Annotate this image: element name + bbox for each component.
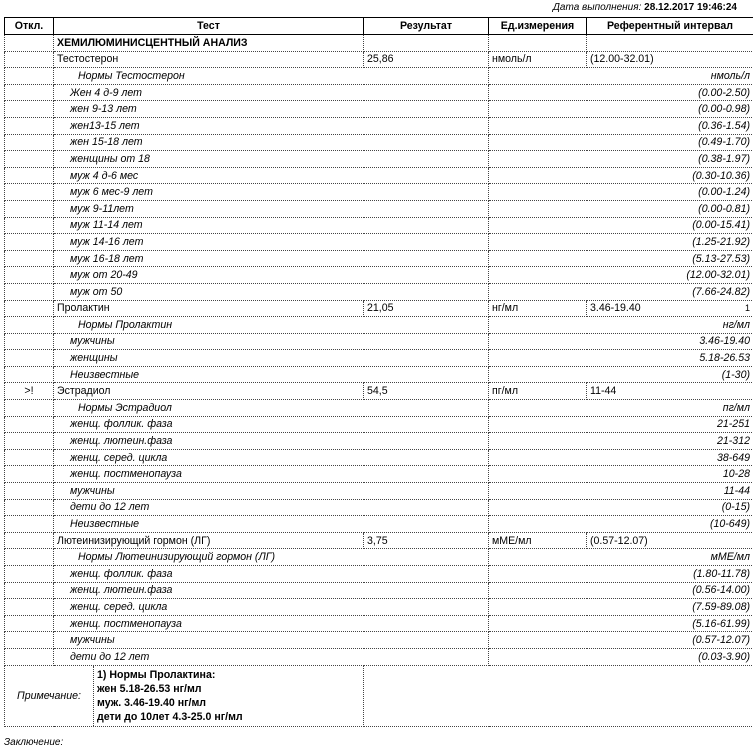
- norm-row: [5, 217, 753, 234]
- test-unit: нг/мл: [489, 300, 587, 317]
- results-table: [4, 17, 753, 727]
- norm-row: [5, 267, 753, 284]
- empty-cell: [5, 283, 54, 300]
- empty-cell: [5, 267, 54, 284]
- norm-value: 11-44: [489, 483, 753, 500]
- note-text: [93, 666, 363, 726]
- norm-label: женщ. постменопауза: [54, 466, 489, 483]
- col-reference: Референтный интервал: [587, 18, 753, 35]
- note-line: жен 5.18-26.53 нг/мл: [97, 682, 202, 695]
- norm-value: (1-30): [489, 366, 753, 383]
- empty-cell: [5, 101, 54, 118]
- norm-label: Неизвестные: [54, 366, 489, 383]
- norm-row: [5, 84, 753, 101]
- empty-cell: [5, 582, 54, 599]
- norm-row: [5, 449, 753, 466]
- empty-cell: [5, 68, 54, 85]
- test-row: [5, 51, 753, 68]
- norm-label: муж 9-11лет: [54, 200, 489, 217]
- execution-date: [553, 2, 737, 13]
- norm-value: (0.00-2.50): [489, 84, 753, 101]
- empty-cell: [5, 333, 54, 350]
- norm-label: Жен 4 д-9 лет: [54, 84, 489, 101]
- norms-unit: нг/мл: [489, 317, 753, 334]
- test-reference: [587, 383, 753, 400]
- norm-value: (5.13-27.53): [489, 250, 753, 267]
- empty-cell: [5, 499, 54, 516]
- note-label: Примечание:: [17, 689, 81, 702]
- norms-unit: мМЕ/мл: [489, 549, 753, 566]
- norm-row: [5, 234, 753, 251]
- norm-label: женщ. серед. цикла: [54, 599, 489, 616]
- date-value: 28.12.2017 19:46:24: [644, 2, 737, 13]
- empty-cell: [5, 366, 54, 383]
- empty-cell: [5, 117, 54, 134]
- norms-title: Нормы Лютеинизирующий гормон (ЛГ): [54, 549, 489, 566]
- norm-value: (0.56-14.00): [489, 582, 753, 599]
- norm-row: [5, 632, 753, 649]
- empty-cell: [5, 250, 54, 267]
- norm-row: [5, 167, 753, 184]
- norms-unit: пг/мл: [489, 400, 753, 417]
- norm-label: женщ. постменопауза: [54, 615, 489, 632]
- norm-value: (0.36-1.54): [489, 117, 753, 134]
- date-label: Дата выполнения:: [552, 2, 642, 13]
- reference-interval: 11-44: [590, 385, 617, 398]
- empty-cell: [5, 217, 54, 234]
- test-reference: [587, 532, 753, 549]
- norm-row: [5, 483, 753, 500]
- deviation-flag: >!: [5, 383, 54, 400]
- norm-value: (5.16-61.99): [489, 615, 753, 632]
- norm-value: (10-649): [489, 516, 753, 533]
- empty-cell: [5, 200, 54, 217]
- norm-label: мужчины: [54, 333, 489, 350]
- empty-cell: [5, 134, 54, 151]
- empty-cell: [5, 516, 54, 533]
- empty-cell: [5, 84, 54, 101]
- test-result: 3,75: [364, 532, 489, 549]
- note-line: дети до 10лет 4.3-25.0 нг/мл: [97, 710, 243, 723]
- norm-value: (7.66-24.82): [489, 283, 753, 300]
- empty-cell: [5, 234, 54, 251]
- norm-label: дети до 12 лет: [54, 499, 489, 516]
- norm-label: дети до 12 лет: [54, 648, 489, 665]
- test-unit: мМЕ/мл: [489, 532, 587, 549]
- norm-value: 21-251: [489, 416, 753, 433]
- norm-value: 38-649: [489, 449, 753, 466]
- conclusion-label: Заключение:: [4, 737, 64, 748]
- norm-label: мужчины: [54, 483, 489, 500]
- test-row: [5, 300, 753, 317]
- deviation-flag: [5, 532, 54, 549]
- norm-value: (1.25-21.92): [489, 234, 753, 251]
- test-row: [5, 383, 753, 400]
- table-header-row: [5, 18, 753, 35]
- norm-row: [5, 250, 753, 267]
- norm-value: (0.30-10.36): [489, 167, 753, 184]
- norms-unit: нмоль/л: [489, 68, 753, 85]
- empty-cell: [5, 549, 54, 566]
- norm-value: (0.00-0.81): [489, 200, 753, 217]
- norm-value: (0.03-3.90): [489, 648, 753, 665]
- norm-value: 21-312: [489, 433, 753, 450]
- norm-row: [5, 184, 753, 201]
- norm-value: (1.80-11.78): [489, 566, 753, 583]
- norms-title: Нормы Тестостерон: [54, 68, 489, 85]
- norm-row: [5, 648, 753, 665]
- norms-header-row: [5, 317, 753, 334]
- test-result: 25,86: [364, 51, 489, 68]
- empty-cell: [5, 648, 54, 665]
- norm-row: [5, 416, 753, 433]
- norm-label: муж 16-18 лет: [54, 250, 489, 267]
- norm-row: [5, 599, 753, 616]
- norms-header-row: [5, 549, 753, 566]
- norm-row: [5, 134, 753, 151]
- norm-row: [5, 350, 753, 367]
- norm-label: женщ. серед. цикла: [54, 449, 489, 466]
- empty-cell: [5, 433, 54, 450]
- norm-label: жен 9-13 лет: [54, 101, 489, 118]
- test-unit: пг/мл: [489, 383, 587, 400]
- norm-row: [5, 499, 753, 516]
- reference-interval: (12.00-32.01): [590, 53, 654, 66]
- norm-label: женщ. фоллик. фаза: [54, 416, 489, 433]
- norm-value: (0.57-12.07): [489, 632, 753, 649]
- empty-cell: [5, 167, 54, 184]
- norm-row: [5, 101, 753, 118]
- norm-value: (7.59-89.08): [489, 599, 753, 616]
- norm-label: муж 11-14 лет: [54, 217, 489, 234]
- norms-title: Нормы Эстрадиол: [54, 400, 489, 417]
- empty-cell: [5, 416, 54, 433]
- norm-value: (12.00-32.01): [489, 267, 753, 284]
- note-line: муж. 3.46-19.40 нг/мл: [97, 696, 207, 709]
- empty-cell: [5, 615, 54, 632]
- empty-cell: [5, 566, 54, 583]
- col-test: Тест: [54, 18, 364, 35]
- note-body: [5, 665, 753, 726]
- section-title: ХЕМИЛЮМИНИСЦЕНТНЫЙ АНАЛИЗ: [54, 35, 364, 52]
- norm-row: [5, 283, 753, 300]
- norm-label: муж от 20-49: [54, 267, 489, 284]
- norm-label: женщины: [54, 350, 489, 367]
- empty-cell: [5, 350, 54, 367]
- norm-row: [5, 151, 753, 168]
- deviation-flag: [5, 51, 54, 68]
- norm-label: женщ. лютеин.фаза: [54, 582, 489, 599]
- empty-cell: [5, 449, 54, 466]
- norm-label: женщ. лютеин.фаза: [54, 433, 489, 450]
- norm-row: [5, 200, 753, 217]
- norm-row: [5, 566, 753, 583]
- test-unit: нмоль/л: [489, 51, 587, 68]
- norm-label: муж 6 мес-9 лет: [54, 184, 489, 201]
- norm-value: (0.00-15.41): [489, 217, 753, 234]
- norm-label: мужчины: [54, 632, 489, 649]
- norm-label: жен 15-18 лет: [54, 134, 489, 151]
- norm-label: муж 14-16 лет: [54, 234, 489, 251]
- deviation-flag: [5, 300, 54, 317]
- test-row: [5, 532, 753, 549]
- test-name: Тестостерон: [54, 51, 364, 68]
- test-result: 54,5: [364, 383, 489, 400]
- norm-value: (0.00-1.24): [489, 184, 753, 201]
- norm-row: [5, 466, 753, 483]
- norm-value: (0.38-1.97): [489, 151, 753, 168]
- norm-row: [5, 615, 753, 632]
- section-row: [5, 35, 753, 52]
- norm-label: жен13-15 лет: [54, 117, 489, 134]
- norm-row: [5, 516, 753, 533]
- norm-value: (0-15): [489, 499, 753, 516]
- empty-cell: [5, 632, 54, 649]
- note-row: [5, 665, 753, 726]
- col-deviation: Откл.: [5, 18, 54, 35]
- test-name: Пролактин: [54, 300, 364, 317]
- norm-label: муж 4 д-6 мес: [54, 167, 489, 184]
- empty-cell: [5, 483, 54, 500]
- empty-cell: [5, 317, 54, 334]
- reference-footnote: 1: [744, 303, 750, 314]
- norms-header-row: [5, 68, 753, 85]
- note-line: 1) Нормы Пролактина:: [97, 668, 216, 681]
- reference-interval: 3.46-19.40: [590, 302, 641, 315]
- empty-cell: [5, 151, 54, 168]
- test-name: Лютеинизирующий гормон (ЛГ): [54, 532, 364, 549]
- col-result: Результат: [364, 18, 489, 35]
- norms-title: Нормы Пролактин: [54, 317, 489, 334]
- norm-row: [5, 117, 753, 134]
- norm-label: женщины от 18: [54, 151, 489, 168]
- norms-header-row: [5, 400, 753, 417]
- empty-cell: [5, 400, 54, 417]
- norm-row: [5, 582, 753, 599]
- results-body: [5, 35, 753, 666]
- norm-value: 10-28: [489, 466, 753, 483]
- norm-label: женщ. фоллик. фаза: [54, 566, 489, 583]
- test-reference: [587, 300, 753, 317]
- empty-cell: [5, 184, 54, 201]
- empty-cell: [5, 466, 54, 483]
- reference-interval: (0.57-12.07): [590, 534, 648, 547]
- norm-value: (0.49-1.70): [489, 134, 753, 151]
- norm-value: 3.46-19.40: [489, 333, 753, 350]
- norm-value: (0.00-0.98): [489, 101, 753, 118]
- col-unit: Ед.измерения: [489, 18, 587, 35]
- test-result: 21,05: [364, 300, 489, 317]
- test-name: Эстрадиол: [54, 383, 364, 400]
- norm-label: Неизвестные: [54, 516, 489, 533]
- norm-value: 5.18-26.53: [489, 350, 753, 367]
- norm-row: [5, 333, 753, 350]
- norm-label: муж от 50: [54, 283, 489, 300]
- norm-row: [5, 433, 753, 450]
- test-reference: [587, 51, 753, 68]
- empty-cell: [5, 599, 54, 616]
- norm-row: [5, 366, 753, 383]
